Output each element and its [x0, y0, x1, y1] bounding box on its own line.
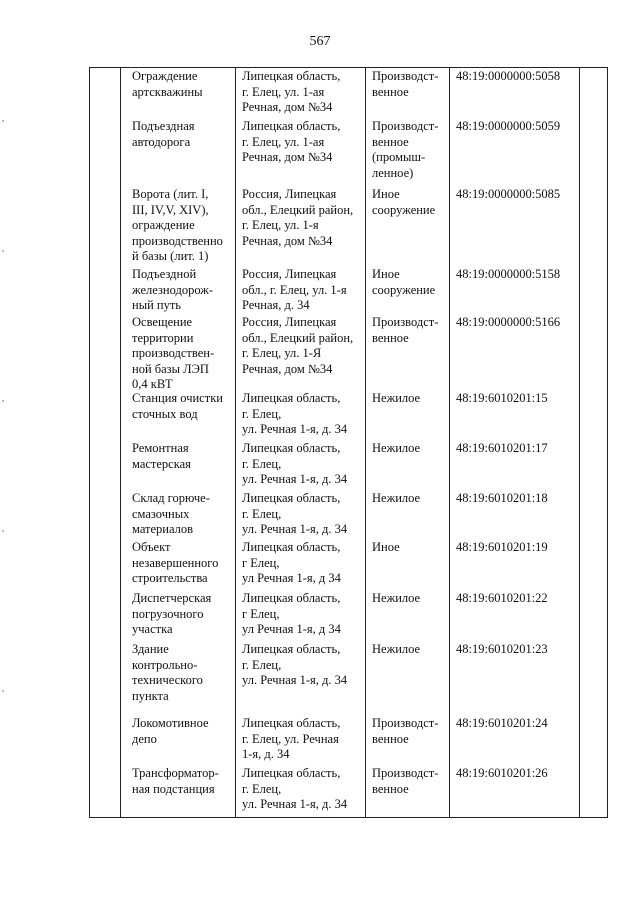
object-name-cell [132, 69, 203, 100]
object-address-line: Липецкая область, [242, 591, 341, 605]
object-address-line: ул. Речная 1-я, д. 34 [242, 422, 348, 436]
object-type-line: Нежилое [372, 591, 421, 605]
object-name-line: Станция очистки [132, 391, 223, 405]
object-name-line: Подъездной [132, 267, 197, 281]
object-address-line: обл., Елецкий район, [242, 330, 354, 345]
object-name-cell [132, 119, 195, 150]
object-name-line: III, IV,V, XIV), [132, 202, 209, 217]
object-type-cell [372, 491, 420, 507]
object-type-cell [372, 187, 435, 218]
object-address-line: г. Елец, [242, 781, 282, 796]
object-name-line: участка [132, 622, 173, 636]
object-address-line: г. Елец, ул. Речная [242, 731, 339, 746]
object-address-line: г. Елец, [242, 456, 282, 471]
side-marks [0, 0, 6, 900]
object-address-cell [242, 766, 347, 813]
object-name-line: депо [132, 731, 157, 746]
object-address-line: г. Елец, ул. 1-ая [242, 84, 325, 99]
object-name-cell [132, 540, 218, 587]
object-type-line: Нежилое [372, 642, 421, 656]
cadastral-number: 48:19:6010201:15 [456, 391, 548, 405]
object-type-line: Нежилое [372, 441, 421, 455]
object-address-line: г Елец, [242, 606, 280, 621]
object-name-line: смазочных [132, 506, 190, 521]
object-address-line: Липецкая область, [242, 540, 341, 554]
object-name-line: Освещение [132, 315, 193, 329]
object-name-line: Склад горюче- [132, 491, 210, 505]
object-type-line: венное [372, 781, 409, 796]
object-address-line: Липецкая область, [242, 69, 341, 83]
object-address-line: ул. Речная 1-я, д. 34 [242, 797, 348, 811]
object-type-cell [372, 315, 438, 346]
object-type-cell [372, 540, 400, 556]
object-type-line: Иное [372, 540, 400, 554]
object-type-cell [372, 267, 435, 298]
object-address-line: ул Речная 1-я, д 34 [242, 571, 341, 585]
object-address-line: г. Елец, ул. 1-Я [242, 346, 322, 360]
cadastral-number: 48:19:0000000:5059 [456, 119, 561, 133]
cadastral-number: 48:19:6010201:26 [456, 766, 548, 780]
object-type-line: Производст- [372, 119, 439, 133]
cadastral-number: 48:19:6010201:18 [456, 491, 548, 505]
object-name-line: артскважины [132, 84, 203, 99]
object-name-line: Объект [132, 540, 171, 554]
object-name-line: 0,4 кВТ [132, 377, 173, 391]
object-name-cell [132, 441, 191, 472]
object-address-line: Липецкая область, [242, 441, 341, 455]
registry-table [89, 67, 608, 818]
object-address-cell [242, 69, 340, 116]
object-address-line: Липецкая область, [242, 491, 341, 505]
object-address-line: Речная, дом №34 [242, 150, 333, 164]
cadastral-number: 48:19:0000000:5058 [456, 69, 561, 83]
object-address-line: г. Елец, [242, 506, 282, 521]
object-name-line: ный путь [132, 298, 182, 312]
object-address-cell [242, 119, 340, 166]
column-divider [120, 68, 121, 817]
object-address-line: г Елец, [242, 555, 280, 570]
object-name-cell [132, 591, 211, 638]
object-address-line: Речная, дом №34 [242, 233, 333, 248]
object-address-cell [242, 591, 341, 638]
object-address-line: Россия, Липецкая [242, 267, 337, 281]
object-name-line: мастерская [132, 456, 191, 471]
cadastral-number: 48:19:6010201:17 [456, 441, 548, 455]
object-address-cell [242, 441, 347, 488]
object-type-line: Иное [372, 187, 400, 201]
cadastral-number: 48:19:6010201:23 [456, 642, 548, 656]
column-divider [235, 68, 236, 817]
object-address-line: ул Речная 1-я, д 34 [242, 622, 341, 636]
object-name-line: ная подстанция [132, 781, 215, 796]
column-divider [365, 68, 366, 817]
object-name-line: ной базы ЛЭП [132, 361, 209, 376]
object-address-line: ул. Речная 1-я, д. 34 [242, 472, 348, 486]
object-address-cell [242, 642, 347, 689]
object-address-line: обл., г. Елец, ул. 1-я [242, 282, 347, 297]
object-address-line: Речная, д. 34 [242, 298, 310, 312]
object-name-line: сточных вод [132, 406, 198, 421]
object-name-line: Ремонтная [132, 441, 189, 455]
object-address-line: ул. Речная 1-я, д. 34 [242, 673, 348, 687]
object-type-line: сооружение [372, 282, 436, 297]
page-number: 567 [309, 34, 331, 49]
object-type-line: (промыш- [372, 150, 426, 164]
object-address-line: Липецкая область, [242, 391, 341, 405]
cadastral-number: 48:19:0000000:5085 [456, 187, 561, 201]
cadastral-number: 48:19:6010201:19 [456, 540, 548, 554]
object-type-line: Производст- [372, 766, 439, 780]
object-type-cell [372, 69, 438, 100]
object-name-line: железнодорож- [132, 282, 214, 297]
object-name-line: ограждение [132, 218, 195, 232]
object-name-cell [132, 267, 213, 314]
object-address-line: г. Елец, ул. 1-я [242, 218, 319, 232]
object-address-line: Липецкая область, [242, 766, 341, 780]
object-address-cell [242, 187, 353, 249]
object-type-cell [372, 119, 438, 181]
object-type-cell [372, 716, 438, 747]
object-address-line: г. Елец, [242, 657, 282, 672]
object-type-line: Производст- [372, 69, 439, 83]
object-name-line: контрольно- [132, 657, 198, 672]
object-address-line: обл., Елецкий район, [242, 202, 354, 217]
cadastral-number: 48:19:6010201:24 [456, 716, 548, 730]
object-type-cell [372, 391, 420, 407]
object-type-line: сооружение [372, 202, 436, 217]
column-divider [449, 68, 450, 817]
object-type-line: ленное) [372, 165, 414, 180]
object-address-cell [242, 716, 340, 763]
object-name-line: автодорога [132, 134, 191, 149]
object-name-line: Локомотивное [132, 716, 209, 730]
object-address-cell [242, 491, 347, 538]
object-name-line: производствен- [132, 346, 215, 360]
object-name-cell [132, 391, 223, 422]
object-name-line: материалов [132, 522, 194, 536]
object-address-line: Липецкая область, [242, 716, 341, 730]
object-address-line: Россия, Липецкая [242, 187, 337, 201]
object-type-cell [372, 441, 420, 457]
object-address-cell [242, 540, 341, 587]
object-name-line: й базы (лит. 1) [132, 249, 209, 263]
object-name-line: производственно [132, 233, 223, 248]
object-type-line: венное [372, 731, 409, 746]
object-name-cell [132, 642, 203, 704]
cadastral-number: 48:19:6010201:22 [456, 591, 548, 605]
object-type-cell [372, 766, 438, 797]
object-name-line: Диспетчерская [132, 591, 212, 605]
object-type-line: венное [372, 134, 409, 149]
object-type-line: Производст- [372, 716, 439, 730]
column-divider [579, 68, 580, 817]
object-name-line: Здание [132, 642, 169, 656]
object-address-line: г. Елец, ул. 1-ая [242, 134, 325, 149]
object-name-line: незавершенного [132, 555, 219, 570]
object-address-line: г. Елец, [242, 406, 282, 421]
object-type-cell [372, 642, 420, 658]
object-address-line: Россия, Липецкая [242, 315, 337, 329]
object-address-line: Липецкая область, [242, 642, 341, 656]
object-name-line: погрузочного [132, 606, 204, 621]
object-type-line: Нежилое [372, 491, 421, 505]
object-address-line: 1-я, д. 34 [242, 747, 290, 761]
object-address-line: Липецкая область, [242, 119, 341, 133]
object-type-line: венное [372, 330, 409, 345]
object-type-cell [372, 591, 420, 607]
cadastral-number: 48:19:0000000:5166 [456, 315, 561, 329]
object-name-line: Трансформатор- [132, 766, 219, 780]
object-name-line: технического [132, 673, 203, 687]
object-name-cell [132, 491, 210, 538]
object-address-line: Речная, дом №34 [242, 361, 333, 376]
object-address-line: Речная, дом №34 [242, 100, 333, 114]
object-name-line: Ограждение [132, 69, 198, 83]
object-address-line: ул. Речная 1-я, д. 34 [242, 522, 348, 536]
object-type-line: Иное [372, 267, 400, 281]
object-name-cell [132, 766, 219, 797]
object-name-line: пункта [132, 688, 169, 703]
object-name-cell [132, 716, 209, 747]
object-type-line: венное [372, 84, 409, 99]
object-name-line: территории [132, 330, 194, 345]
object-type-line: Производст- [372, 315, 439, 329]
object-address-cell [242, 315, 353, 377]
object-address-cell [242, 267, 347, 314]
cadastral-number: 48:19:0000000:5158 [456, 267, 561, 281]
object-name-cell [132, 187, 223, 265]
object-name-cell [132, 315, 214, 393]
object-type-line: Нежилое [372, 391, 421, 405]
object-address-cell [242, 391, 347, 438]
object-name-line: Ворота (лит. I, [132, 187, 209, 201]
object-name-line: Подъездная [132, 119, 195, 133]
object-name-line: строительства [132, 571, 208, 585]
